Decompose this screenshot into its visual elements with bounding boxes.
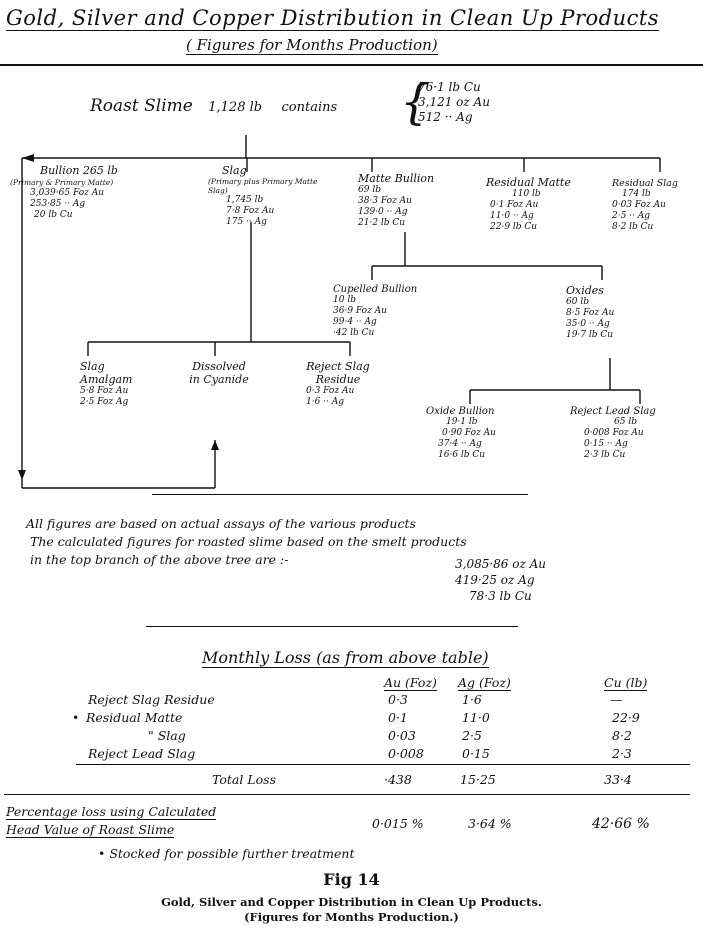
- col-header-cu: [604, 675, 647, 690]
- row-au: 0·3: [388, 692, 408, 707]
- residual-slag-title: Residual Slag: [612, 178, 678, 189]
- assay-note-1: All figures are based on actual assays of the various products: [26, 516, 416, 531]
- slag-amalgam-line: 2·5 Foz Ag: [80, 397, 129, 407]
- row-cu: 2·3: [612, 746, 632, 761]
- loss-table-title: [202, 648, 489, 667]
- bullion-line: 3,039·65 Foz Au: [30, 188, 105, 198]
- residual-matte-line: 0·1 Foz Au: [490, 200, 539, 210]
- oxides-line: 35·0 ·· Ag: [566, 319, 610, 329]
- bullion-line: 253·85 ·· Ag: [30, 199, 86, 209]
- node-cupelled-bullion: [333, 284, 417, 339]
- residual-matte-title: Residual Matte: [486, 176, 571, 189]
- node-slag-amalgam: [80, 360, 150, 408]
- residual-slag-line: 8·2 lb Cu: [612, 222, 654, 232]
- row-label: Reject Slag Residue: [88, 692, 215, 707]
- node-matte-bullion: [358, 172, 434, 229]
- roast-weight: 1,128 lb: [208, 100, 263, 115]
- row-au: 0·03: [388, 728, 416, 743]
- node-oxides: [566, 284, 614, 341]
- residual-matte-line: 110 lb: [512, 189, 541, 199]
- residual-slag-line: 2·5 ·· Ag: [612, 211, 651, 221]
- oxide-bullion-line: 19·1 lb: [446, 417, 478, 427]
- node-oxide-bullion: [426, 406, 496, 461]
- row-label: Reject Lead Slag: [88, 746, 196, 761]
- row-cu: 22·9: [612, 710, 640, 725]
- bullion-note: (Primary & Primary Matte): [10, 178, 114, 187]
- roast-cu: 76·1 lb Cu: [418, 80, 481, 94]
- total-au: ·438: [384, 772, 412, 787]
- row-ag: 0·15: [462, 746, 490, 761]
- matte-bullion-line: 38·3 Foz Au: [358, 196, 412, 206]
- slag-amalgam-title: Slag Amalgam: [80, 360, 133, 386]
- slag-amalgam-line: 5·8 Foz Au: [80, 386, 129, 396]
- percent-label-2: Head Value of Roast Slime: [6, 822, 175, 837]
- assay-note-2: The calculated figures for roasted slime based on the smelt products: [30, 534, 467, 549]
- reject-lead-slag-line: 0·15 ·· Ag: [584, 439, 628, 449]
- residual-slag-line: 0·03 Foz Au: [612, 200, 666, 210]
- total-ag: 15·25: [460, 772, 496, 787]
- dissolved-title: Dissolved in Cyanide: [189, 360, 249, 386]
- bullion-line: 20 lb Cu: [34, 210, 73, 220]
- cupelled-line: 36·9 Foz Au: [333, 306, 387, 316]
- total-divider: [76, 764, 690, 765]
- bullion-title: Bullion 265 lb: [40, 164, 118, 177]
- loss-title-text: Monthly Loss (as from above table): [202, 648, 489, 667]
- cupelled-line: 10 lb: [333, 295, 356, 305]
- roast-ag: 512 ·· Ag: [418, 110, 473, 124]
- col-header-ag: [458, 675, 511, 690]
- header-cu-text: Cu (lb): [604, 675, 648, 690]
- node-dissolved-cyanide: [188, 360, 250, 386]
- matte-bullion-line: 139·0 ·· Ag: [358, 207, 408, 217]
- row-label: Residual Matte: [86, 710, 183, 725]
- cupelled-line: 99·4 ·· Ag: [333, 317, 377, 327]
- node-reject-slag-residue: [296, 360, 380, 408]
- percent-cu: 42·66 %: [592, 816, 650, 832]
- row-au: 0·008: [388, 746, 424, 761]
- oxides-line: 8·5 Foz Au: [566, 308, 615, 318]
- reject-lead-slag-line: 65 lb: [614, 417, 637, 427]
- row-au: 0·1: [388, 710, 408, 725]
- calc-values: [455, 556, 546, 604]
- reject-lead-slag-line: 0·008 Foz Au: [584, 428, 644, 438]
- matte-bullion-line: 21·2 lb Cu: [358, 218, 406, 228]
- figure-caption-1: Gold, Silver and Copper Distribution in Clean Up Products.: [161, 895, 542, 909]
- oxides-line: 60 lb: [566, 297, 589, 307]
- reject-lead-slag-line: 2·3 lb Cu: [584, 450, 626, 460]
- reject-lead-slag-title: Reject Lead Slag: [570, 406, 656, 417]
- oxide-bullion-line: 0·90 Foz Au: [442, 428, 496, 438]
- matte-bullion-title: Matte Bullion: [358, 172, 435, 185]
- roast-contains: contains: [281, 100, 338, 115]
- node-residual-slag: [612, 178, 678, 233]
- figure-label: Fig 14: [323, 870, 380, 889]
- slag-title: Slag: [222, 164, 247, 177]
- residual-matte-line: 22·9 lb Cu: [490, 222, 538, 232]
- oxides-line: 19·7 lb Cu: [566, 330, 614, 340]
- divider-1: [152, 494, 528, 495]
- row-cu: 8·2: [612, 728, 632, 743]
- reject-slag-residue-line: 1·6 ·· Ag: [306, 397, 345, 407]
- node-residual-matte: [486, 176, 571, 233]
- slag-note: (Primary plus Primary Matte Slag): [208, 177, 318, 195]
- node-bullion: [10, 164, 118, 221]
- percent-ag: 3·64 %: [468, 816, 512, 831]
- oxides-title: Oxides: [566, 284, 604, 297]
- roast-brace: {: [400, 74, 431, 130]
- oxide-bullion-line: 16·6 lb Cu: [438, 450, 486, 460]
- slag-line: 175 ·· Ag: [226, 217, 267, 227]
- matte-bullion-line: 69 lb: [358, 185, 381, 195]
- reject-slag-residue-title: Reject Slag Residue: [306, 360, 370, 386]
- cupelled-title: Cupelled Bullion: [333, 284, 418, 295]
- title-text: Gold, Silver and Copper Distribution in Clean Up Products: [6, 6, 660, 30]
- divider-2: [146, 626, 518, 627]
- node-reject-lead-slag: [570, 406, 656, 461]
- residual-matte-line: 11·0 ·· Ag: [490, 211, 534, 221]
- oxide-bullion-line: 37·4 ·· Ag: [438, 439, 482, 449]
- percent-label-1: Percentage loss using Calculated: [6, 804, 217, 819]
- footnote: • Stocked for possible further treatment: [98, 846, 355, 861]
- total-cu: 33·4: [604, 772, 632, 787]
- calc-au: 3,085·86 oz Au: [455, 557, 547, 571]
- row-ag: 1·6: [462, 692, 482, 707]
- residual-slag-line: 174 lb: [622, 189, 651, 199]
- header-ag-text: Ag (Foz): [458, 675, 511, 690]
- cupelled-line: ·42 lb Cu: [333, 328, 375, 338]
- slag-line: 1,745 lb: [226, 195, 264, 205]
- subtitle-text: ( Figures for Months Production): [186, 36, 438, 54]
- row-ag: 11·0: [462, 710, 490, 725]
- assay-note-3: in the top branch of the above tree are :-: [30, 552, 289, 567]
- roast-label: Roast Slime: [90, 96, 193, 116]
- figure-caption-2: (Figures for Months Production.): [244, 910, 459, 924]
- roast-au: 3,121 oz Au: [418, 95, 490, 109]
- col-header-au: [384, 675, 437, 690]
- calc-ag: 419·25 oz Ag: [455, 573, 535, 587]
- header-au-text: Au (Foz): [384, 675, 437, 690]
- percent-au: 0·015 %: [372, 816, 424, 831]
- row-label: " Slag: [148, 728, 186, 743]
- calc-cu: 78·3 lb Cu: [469, 589, 532, 603]
- percent-divider: [4, 794, 690, 795]
- row-cu: —: [610, 692, 623, 707]
- reject-slag-residue-line: 0·3 Foz Au: [306, 386, 355, 396]
- oxide-bullion-title: Oxide Bullion: [426, 406, 495, 417]
- node-slag: [208, 164, 326, 228]
- row-mark: •: [72, 710, 80, 725]
- total-label: Total Loss: [212, 772, 276, 787]
- slag-line: 7·8 Foz Au: [226, 206, 275, 216]
- row-ag: 2·5: [462, 728, 482, 743]
